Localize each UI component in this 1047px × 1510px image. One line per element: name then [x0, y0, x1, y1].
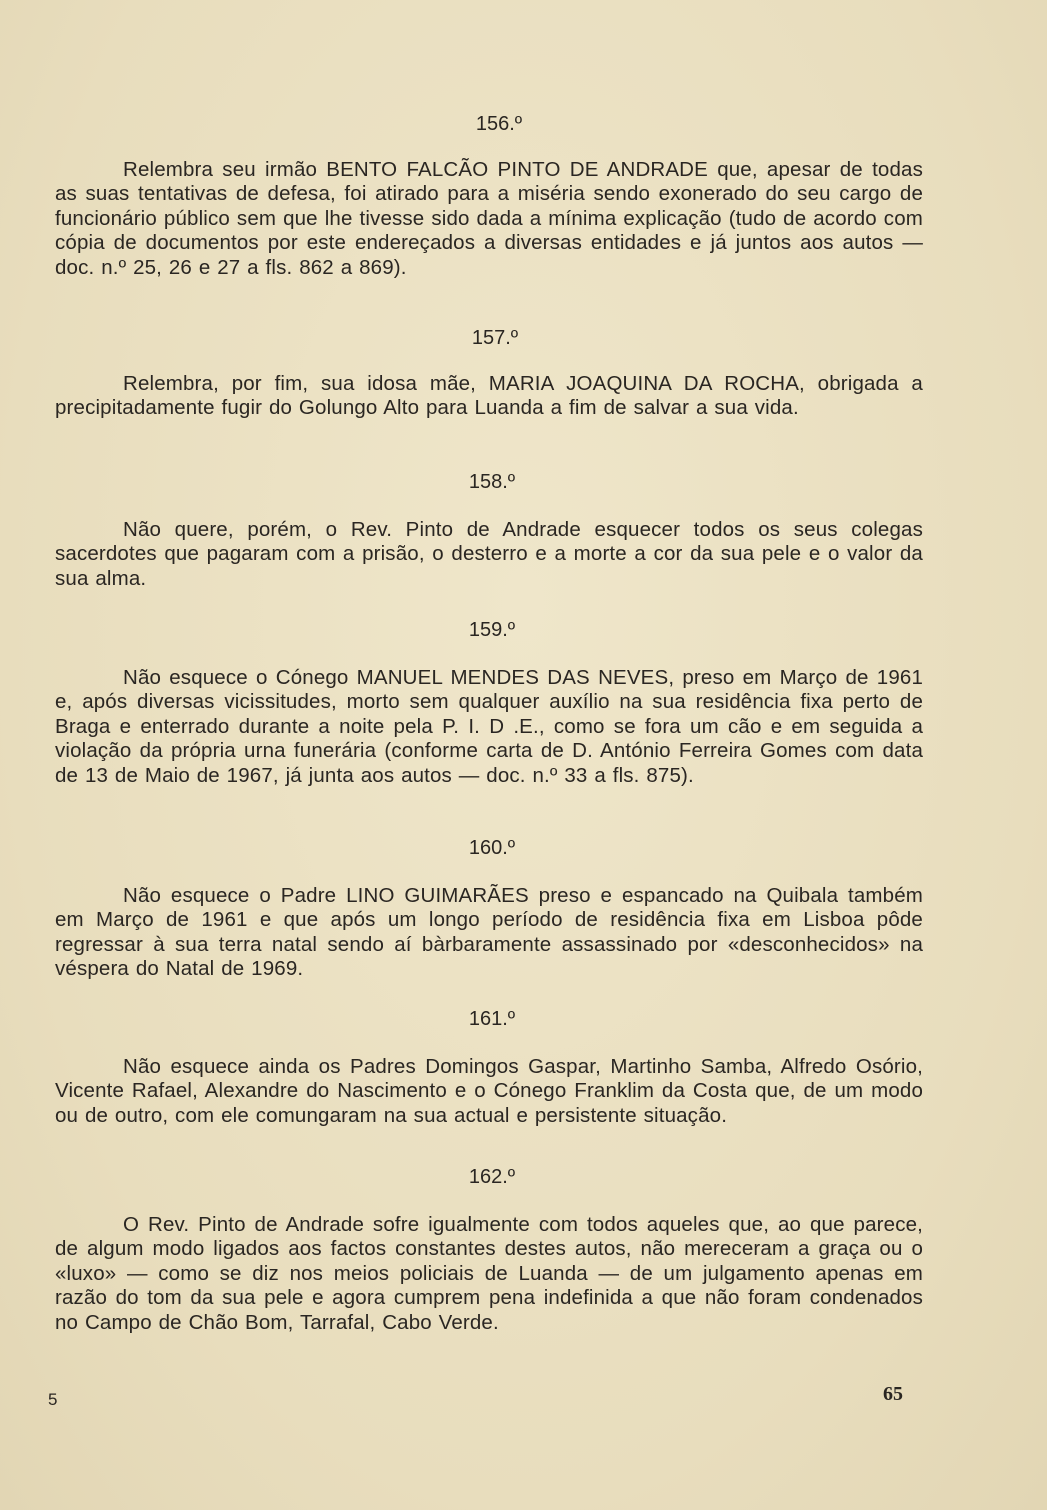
article-text-159: Não esquece o Cónego MANUEL MENDES DAS NEVES, preso em Março de 1961 e, após diversas vicissitudes, morto sem qualquer auxílio na sua residência fixa perto de Braga e enterrado durante a noite pela P. I. D .E., como se fora um cão e em seguida a violação da própria urna funerária (conforme carta de D. António Ferreira Gomes com data de 13 de Maio de 1967, já junta aos autos — doc. n.º 33 a fls. 875).	[55, 666, 923, 787]
article-text-158: Não quere, porém, o Rev. Pinto de Andrade esquecer todos os seus colegas sacerdotes que pagaram com a prisão, o desterro e a morte a cor da sua pele e o valor da sua alma.	[55, 518, 923, 590]
article-text-162: O Rev. Pinto de Andrade sofre igualmente com todos aqueles que, ao que parece, de algum modo ligados aos factos constantes destes autos, não mereceram a graça ou o «luxo» — como se diz nos meios policiais de Luanda — de um julgamento apenas em razão do tom da sua pele e agora cumprem pena indefinida a que não foram condenados no Campo de Chão Bom, Tarrafal, Cabo Verde.	[55, 1213, 923, 1334]
article-number-160: 160.º	[468, 837, 516, 859]
article-number-156: 156.º	[475, 113, 523, 135]
article-number-161: 161.º	[468, 1008, 516, 1030]
article-text-156: Relembra seu irmão BENTO FALCÃO PINTO DE ANDRADE que, apesar de todas as suas tentativas de defesa, foi atirado para a miséria sendo exonerado do seu cargo de funcionário público sem que lhe tivesse sido dada a mínima explicação (tudo de acordo com cópia de documentos por este endereçados a diversas entidades e já juntos aos autos — doc. n.º 25, 26 e 27 a fls. 862 a 869).	[55, 158, 923, 279]
article-text-161: Não esquece ainda os Padres Domingos Gaspar, Martinho Samba, Alfredo Osório, Vicente Rafael, Alexandre do Nascimento e o Cónego Franklim da Costa que, de um modo ou de outro, com ele comungaram na sua actual e persistente situação.	[55, 1055, 923, 1127]
article-number-162: 162.º	[468, 1166, 516, 1188]
page-number: 65	[883, 1383, 903, 1405]
article-text-157: Relembra, por fim, sua idosa mãe, MARIA JOAQUINA DA ROCHA, obrigada a precipitadamente fugir do Golungo Alto para Luanda a fim de salvar a sua vida.	[55, 372, 923, 420]
document-page	[55, 0, 923, 1510]
article-number-157: 157.º	[471, 327, 519, 349]
article-text-160: Não esquece o Padre LINO GUIMARÃES preso e espancado na Quibala também em Março de 1961 e que após um longo período de residência fixa em Lisboa pôde regressar à sua terra natal sendo aí bàrbaramente assassinado por «desconhecidos» na véspera do Natal de 1969.	[55, 884, 923, 981]
article-number-158: 158.º	[468, 471, 516, 493]
printer-signature-mark: 5	[48, 1390, 58, 1409]
article-number-159: 159.º	[468, 619, 516, 641]
